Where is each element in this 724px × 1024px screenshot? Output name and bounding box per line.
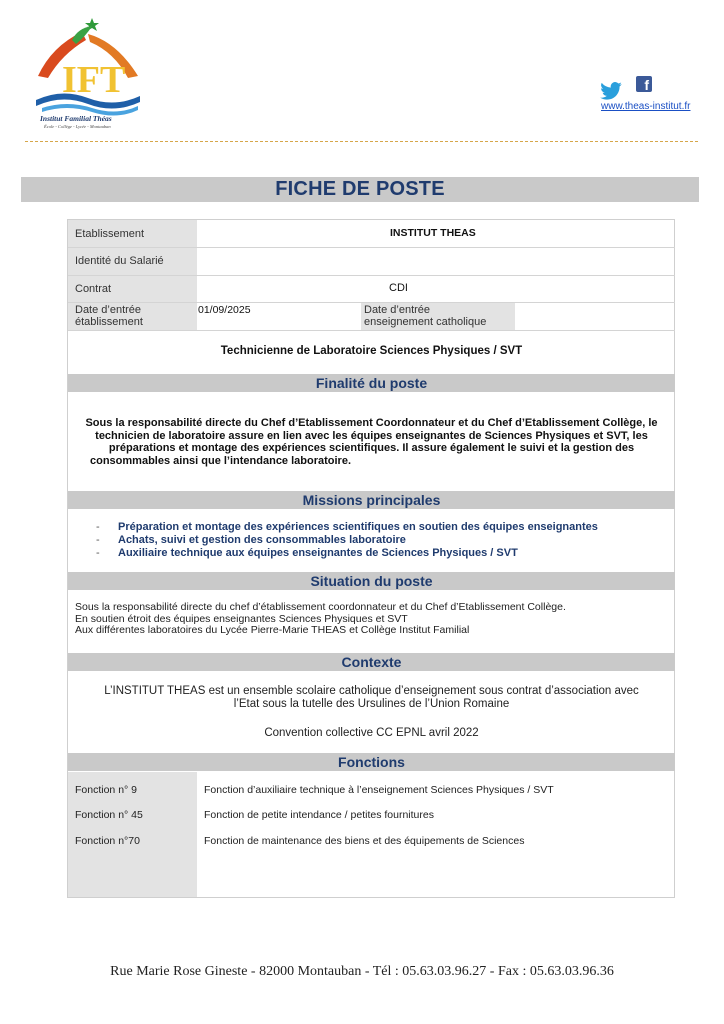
header-divider [25, 141, 698, 142]
fonction-code: Fonction n° 9 [75, 784, 137, 796]
section-contexte: Contexte [68, 653, 675, 671]
mission-text: Préparation et montage des expériences scientifiques en soutien des équipes enseignantes [118, 521, 598, 533]
contexte-text [68, 685, 675, 740]
fonction-desc: Fonction d’auxiliaire technique à l’enseignement Sciences Physiques / SVT [204, 784, 554, 796]
list-item [96, 534, 598, 547]
contrat-value: CDI [389, 282, 408, 294]
date-catho-label-line: enseignement catholique [364, 316, 487, 328]
situation-line: En soutien étroit des équipes enseignantes Sciences Physiques et SVT [75, 612, 408, 625]
date-entree-label [75, 304, 143, 328]
finalite-line: technicien de laboratoire assure en lien avec les équipes enseignantes de Sciences Physiques et SVT, les [95, 429, 648, 442]
row-divider [68, 275, 675, 276]
identite-label: Identité du Salarié [75, 255, 164, 267]
situation-line: Aux différentes laboratoires du Lycée Pierre-Marie THEAS et Collège Institut Familial [75, 624, 470, 636]
fonction-desc: Fonction de petite intendance / petites fournitures [204, 809, 434, 821]
finalite-line: Sous la responsabilité directe du Chef d’Etablissement Coordonnateur et du Chef d’Etablissement Collège, le [85, 417, 658, 429]
finalite-line: consommables ainsi que l’intendance laboratoire. [90, 454, 352, 467]
date-catho-label [364, 304, 486, 328]
date-entree-label-line: Date d’entrée [75, 304, 142, 316]
row-divider [68, 247, 675, 248]
bullet-dash: - [96, 534, 100, 546]
convention-line: Convention collective CC EPNL avril 2022 [264, 727, 479, 739]
contexte-line: L’INSTITUT THEAS est un ensemble scolaire catholique d’enseignement sous contrat d’association avec [104, 685, 639, 697]
title-bar [21, 177, 699, 202]
section-situation: Situation du poste [68, 572, 675, 590]
list-item [96, 521, 598, 534]
svg-text:École - Collège - Lycée - Mont: École - Collège - Lycée - Montauban [44, 124, 111, 129]
mission-text: Auxiliaire technique aux équipes enseignantes de Sciences Physiques / SVT [118, 547, 518, 559]
contexte-line: l’Etat sous la tutelle des Ursulines de l’Union Romaine [233, 698, 510, 710]
fonction-code: Fonction n°70 [75, 835, 140, 847]
facebook-f-icon[interactable]: f [636, 76, 652, 92]
bullet-dash: - [96, 521, 100, 533]
situation-text [75, 602, 566, 637]
etablissement-value: INSTITUT THEAS [390, 227, 476, 239]
mission-text: Achats, suivi et gestion des consommables laboratoire [118, 534, 406, 546]
svg-text:IFT: IFT [62, 59, 126, 101]
finalite-text [68, 417, 675, 467]
missions-list [96, 521, 598, 560]
poste-title: Technicienne de Laboratoire Sciences Physiques / SVT [220, 345, 523, 357]
contrat-label: Contrat [75, 283, 112, 295]
situation-line: Sous la responsabilité directe du chef d’établissement coordonnateur et du Chef d’Etablissement Collège. [75, 601, 566, 613]
institut-logo [32, 18, 144, 130]
section-missions: Missions principales [68, 491, 675, 509]
date-entree-label-line: établissement [75, 316, 143, 328]
footer-address: Rue Marie Rose Gineste - 82000 Montauban - Tél : 05.63.03.96.27 - Fax : 05.63.03.96.36 [110, 964, 614, 979]
etablissement-label: Etablissement [75, 228, 145, 240]
date-catho-label-line: Date d’entrée [364, 304, 431, 316]
svg-text:Institut Familial Théas: Institut Familial Théas [40, 114, 112, 123]
page-title: FICHE DE POSTE [275, 178, 445, 200]
section-fonctions: Fonctions [68, 753, 675, 771]
row-divider [68, 302, 675, 303]
row-divider [68, 330, 675, 331]
fonction-code: Fonction n° 45 [75, 809, 143, 821]
date-entree-value: 01/09/2025 [198, 304, 251, 316]
finalite-line: préparations et montage des expériences scientifiques. Il assure également le suivi et la gestion des [108, 442, 635, 454]
bullet-dash: - [96, 547, 100, 559]
website-link[interactable]: www.theas-institut.fr [601, 101, 691, 112]
fonction-desc: Fonction de maintenance des biens et des équipements de Sciences [204, 835, 525, 847]
section-finalite: Finalité du poste [68, 374, 675, 392]
list-item [96, 547, 598, 560]
